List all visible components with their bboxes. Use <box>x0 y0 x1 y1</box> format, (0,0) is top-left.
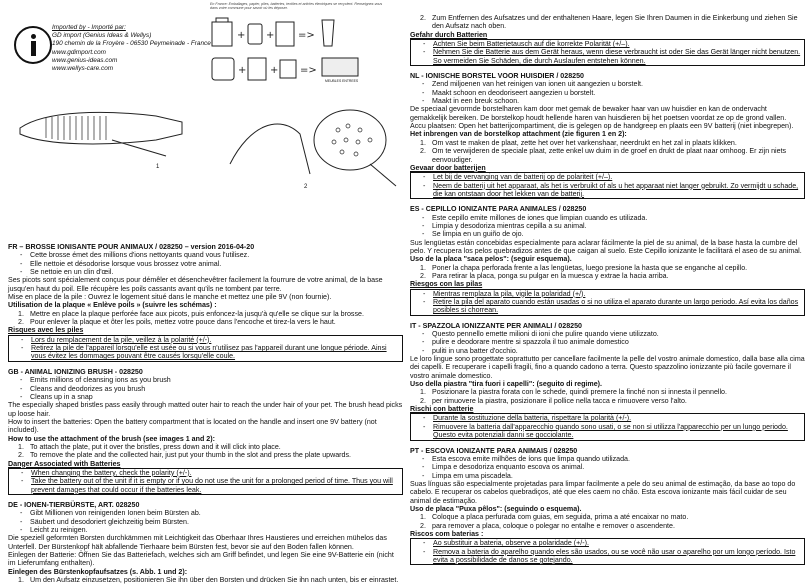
recycling-note: En France: Emballages, papier, piles, batteries, textiles et articles électriques se recyclent. Renseignez-vous dans votre commune pour savoir où les déposer. <box>210 2 383 11</box>
pt-steps <box>410 513 805 530</box>
pt-usage-title: Uso de placa "Puxa pêlos": (seguindo o esquema). <box>410 504 582 513</box>
left-column <box>8 0 403 584</box>
recycling-diagram-icon <box>210 10 400 90</box>
nl-risks <box>410 172 805 199</box>
list-item: - Cleans up in a snap <box>8 393 403 401</box>
svg-text:=>: => <box>298 30 315 42</box>
es-usage-title: Uso de la placa "saca pelos": (seguir esquema). <box>410 255 572 264</box>
es-paragraph-1: Sus lengüetas están concebidas especialmente para aclarar fácilmente la piel de su animal, de la base hasta la cumbre del pelo. Y recupera los pelos quebradizos antes de que caigan al suelo. Este Cepillo ionizante le facilitará el aseo de su animal. <box>410 238 802 255</box>
list-item: 1. To attach the plate, put it over the bristles, press down and it will click into place. <box>18 442 281 451</box>
nl-paragraph-1: De speciaal gevormde borstelharen kam door met gemak de bewaker haar van uw huisdier en kan de ondervacht gemakkelijk bereiken. De borstelkop houdt hellende haren van huisdieren bij het poetsen voordat ze op de grond vallen. <box>410 105 787 122</box>
pt-risk-title: Riscos com baterias : <box>410 529 484 538</box>
nl-steps <box>410 139 805 164</box>
list-item: - Take the battery out of the unit if it is empty or if you do not use the unit for a prolonged period of time. Thus you will prevent damages that could occur if the batteries leak. <box>9 477 402 494</box>
list-item: - Let bij de vervanging van de batterij op de polariteit (+/–). <box>411 173 804 181</box>
fr-title: FR – BROSSE IONISANTE POUR ANIMAUX / 028250 – version 2016-04-20 <box>8 243 255 251</box>
list-item: 1. Coloque a placa perfurada com guias, em seguida, prima a até encaixar no mato. <box>420 513 689 522</box>
fr-risks <box>8 335 403 362</box>
figure-2-label: 2 <box>304 184 308 190</box>
figure-1-label: 1 <box>156 164 160 170</box>
it-bullets <box>410 330 805 355</box>
de-usage-title: Einlegen des Bürstenkopfaufsatzes (s. Abb. 1 und 2): <box>8 567 188 576</box>
section-it <box>410 322 805 441</box>
brush-illustration-icon <box>16 104 186 166</box>
fr-paragraph-2: Mise en place de la pile : Ouvrez le logement situé dans le manche et mettez une pile 9V (non fournie). <box>8 293 332 302</box>
list-item: 2. Zum Entfernen des Aufsatzes und der enthaltenen Haare, legen Sie Ihren Daumen in die Einkerbung und ziehen Sie den Aufsatz nach oben. <box>420 14 798 31</box>
bin-label: MEUBLES ENTREES <box>325 79 359 83</box>
list-item: - Remova a bateria do aparelho quando eles são usados, ou se você não usar o aparelho por um longo período. Isto evita a possibilidade de danos se gotejando. <box>411 548 804 565</box>
gb-title: GB - ANIMAL IONIZING BRUSH - 028250 <box>8 367 143 376</box>
list-item: - When changing the battery, check the polarity (+/-). <box>9 469 402 477</box>
importer-company: GD import (Genius Ideas & Wellys) <box>52 32 152 40</box>
list-item: - Nehmen Sie die Batterie aus dem Gerät heraus, wenn diese verbraucht ist oder Sie das Gerät länger nicht benutzen. So vermeiden Sie Schäden, die durch Auslaufen entstehen können. <box>411 48 804 65</box>
list-item: - Rimuovere la batteria dall'apparecchio quando sono usati, o se non si utilizza l'apparecchio per un lungo periodo. Questo evita potenziali danni se gocciolante. <box>411 423 804 440</box>
de-title: DE - IONEN-TIERBÜRSTE, ART. 028250 <box>8 500 140 509</box>
recycling-illustration <box>210 2 400 97</box>
gb-paragraph-2: How to insert the batteries: Open the battery compartment that is located on the handle and insert one 9V battery (not included). <box>8 417 377 435</box>
de-steps-1 <box>8 576 403 584</box>
list-item: - Questo pennello emette milioni di ioni che pulire quando viene utilizzato. <box>410 330 805 338</box>
fr-usage-title: Utilisation de la plaque « Enlève poils » (suivre les schémas) : <box>8 301 217 310</box>
right-column <box>410 0 805 563</box>
it-risk-title: Rischi con batterie <box>410 405 474 414</box>
list-item: 1. Om vast te maken de plaat, zette het over het varkenshaar, neerdrukt en het zal in plaats klikken. <box>420 138 737 147</box>
list-item: - Mientras remplaza la pila, vigile la polaridad (+/). <box>411 290 804 298</box>
pt-paragraph-1: Suas línguas são especialmente projetadas para limpar facilmente a pele do seu animal de estimação, da base ao topo do cabelo. E recuperar os cabelos quebradiços, até que eles caem no chão. Esta escova ionizante mais fácil cuidar de seu animal de estimação. <box>410 479 796 505</box>
list-item: - Retire la pila del aparato cuando están usadas o si no utiliza el aparato durante un largo periodo. Así evita los daños posibles si chorrean. <box>411 298 804 315</box>
list-item: - Se limpia en un guiño de ojo. <box>410 230 805 238</box>
list-item: - Emits millions of cleansing ions as you brush <box>8 376 403 384</box>
pt-risks <box>410 538 805 565</box>
it-paragraph-1: Le loro lingue sono progettate soprattutto per cancellare facilmente la pelle del vostro animale domestico, dalla base alla cima dei capelli. E recuperare i capelli fragili, fino a quando cadono a terra. Questo spazzolino ionizzante più facile governare il vostro animale domestico. <box>410 355 805 380</box>
de-bullets <box>8 509 403 534</box>
importer-site-1: www.gdimport.com <box>52 48 106 56</box>
importer-address: 190 chemin de la Froyère - 06530 Peymeinade - France <box>52 40 211 48</box>
svg-text:+: + <box>238 65 247 77</box>
fr-steps <box>8 310 403 327</box>
list-item: - Gibt Millionen von reinigenden Ionen beim Bürsten ab. <box>8 509 403 517</box>
list-item: - Limpa e desodoriza enquanto escova os animal. <box>410 463 805 471</box>
nl-risk-title: Gevaar door batterijen <box>410 163 486 172</box>
pt-bullets <box>410 455 805 480</box>
fr-risk-title: Risques avec les piles <box>8 326 84 335</box>
list-item: - Lors du remplacement de la pile, veillez à la polarité (+/-). <box>9 336 402 344</box>
es-risks <box>410 289 805 316</box>
section-fr <box>8 243 403 584</box>
list-item: - puliti in una batter d'occhio. <box>410 347 805 355</box>
it-steps <box>410 388 805 405</box>
pt-title: PT - ESCOVA IONIZANTE PARA ANIMAIS / 028250 <box>410 446 578 455</box>
list-item: - Zend miljoenen van het reinigen van ionen uit aangezien u borstelt. <box>410 80 805 88</box>
importer-site-3: www.wellys-care.com <box>52 65 114 73</box>
svg-text:+: + <box>266 30 275 42</box>
list-item: - Retirez la pile de l'appareil lorsqu'elle est usée ou si vous n'utilisez pas l'appareil durant une longue période. Ainsi vous évitez les dommages pouvant être causés lorsqu'elle coule. <box>9 344 402 361</box>
list-item: - Ao substituir a bateria, observe a polaridade (+/-). <box>411 539 804 547</box>
fr-bullets <box>8 251 403 276</box>
list-item: - Limpa em uma piscadela. <box>410 472 805 480</box>
importer-site-2: www.genius-ideas.com <box>52 56 118 64</box>
list-item: - Cleans and deodorizes as you brush <box>8 385 403 393</box>
list-item: 2. para remover a placa, coloque o polegar no entalhe e remover o ascendente. <box>420 521 675 530</box>
it-risks <box>410 413 805 440</box>
list-item: - Säubert und desodoriert gleichzeitig beim Bürsten. <box>8 518 403 526</box>
de-steps-2 <box>410 14 805 31</box>
list-item: 2. Para retirar la placa, ponga su pulgar en la muesca y extrae la hacia arriba. <box>420 271 669 280</box>
list-item: - Maakt in een breuk schoon. <box>410 97 805 105</box>
list-item: - Leicht zu reinigen. <box>8 526 403 534</box>
list-item: - Maakt schoon en deodoriseert aangezien u borstelt. <box>410 89 805 97</box>
section-es <box>410 205 805 315</box>
list-item: 2. per rimuovere la piastra, posizionare il pollice nella tacca e rimuovere verso l'alto. <box>420 396 687 405</box>
svg-text:+: + <box>270 65 279 77</box>
list-item: - Este cepillo emite millones de iones que limpian cuando es utilizada. <box>410 214 805 222</box>
list-item: 1. Mettre en place la plaque perforée face aux picots, puis enfoncez-la jusqu'à qu'elle se clique sur la brosse. <box>18 309 364 318</box>
es-risk-title: Riesgos con las pilas <box>410 280 483 289</box>
importer-block <box>52 24 211 73</box>
fr-paragraph-1: Ses picots sont spécialement conçus pour démêler et désenchevêtrer facilement la fourrure de votre animal, de la base jusqu'en haut du poil. Elle récupère les poils cassants avant qu'ils ne tombent par terre. <box>8 276 383 293</box>
es-bullets <box>410 214 805 239</box>
section-de-continued <box>410 0 805 66</box>
list-item: - pulire e deodorare mentre si spazzola il tuo animale domestico <box>410 338 805 346</box>
list-item: - Se nettoie en un clin d'œil. <box>8 268 403 276</box>
gb-risks <box>8 468 403 495</box>
es-title: ES - CEPILLO IONIZANTE PARA ANIMALES / 028250 <box>410 205 587 214</box>
list-item: - Esta escova emite milhões de íons que limpa quando utilizada. <box>410 455 805 463</box>
hand-brush-illustration-icon <box>220 104 400 188</box>
list-item: - Cette brosse émet des millions d'ions nettoyants quand vous l'utilisez. <box>8 251 403 259</box>
list-item: 2. Om te verwijderen de speciale plaat, zette enkel uw duim in de groef en drukt de plaat naar omhoog. Er zijn niets eenvoudiger. <box>420 147 787 164</box>
gb-usage-title: How to use the attachment of the brush (see images 1 and 2): <box>8 434 215 443</box>
de-risks <box>410 39 805 66</box>
gb-paragraph-1: The especially shaped bristles pass easily through matted outer hair to reach the under hair of your pet. The brush head picks up loose hair. <box>8 401 403 418</box>
es-steps <box>410 264 805 281</box>
list-item: - Elle nettoie et désodorise lorsque vous brossez votre animal. <box>8 260 403 268</box>
it-title: IT - SPAZZOLA IONIZZANTE PER ANIMALI / 028250 <box>410 321 582 330</box>
de-paragraph-2: Einlegen der Batterie: Öffnen Sie das Batteriefach, welches sich am Griff befindet, und legen Sie eine 9V-Batterie ein (nicht im Lieferumfang enthalten). <box>8 551 394 568</box>
svg-text:=>: => <box>300 65 317 77</box>
gb-risk-title: Danger Associated with Batteries <box>8 459 121 468</box>
list-item: 2. Pour enlever la plaque et ôter les poils, mettez votre pouce dans l'encoche et tirez-la vers le haut. <box>18 318 336 327</box>
importer-title: Imported by - Importé par: <box>52 24 126 31</box>
info-icon <box>14 26 52 64</box>
nl-bullets <box>410 80 805 105</box>
list-item: - Durante la sostituzione della batteria, rispettare la polarità (+/-). <box>411 414 804 422</box>
nl-title: NL - IONISCHE BORSTEL VOOR HUISDIER / 028250 <box>410 72 584 81</box>
de-paragraph-1: Die speziell geformten Borsten durchkämmen mit Leichtigkeit das Oberhaar Ihres Haustieres und erreichen mühelos das Unterfell. Der Bürstenkopf hält abfallende Tierhaare beim Bürsten fest, bevor sie auf den Boden fallen können. <box>8 534 387 551</box>
section-nl <box>410 72 805 199</box>
nl-usage-title: Het inbrengen van de borstelkop attachment (zie figuren 1 en 2): <box>410 130 627 139</box>
list-item: - Neem de batterij uit het apparaat, als het is verbruikt of als u het apparaat niet langer gebruikt. Zo vermijdt u schade, die kan ontstaan door het lekken van de batterij. <box>411 182 804 199</box>
de-risk-title: Gefahr durch Batterien <box>410 30 488 39</box>
list-item: - Limpia y desodoriza mientras cepilla a su animal. <box>410 222 805 230</box>
svg-text:+: + <box>237 30 246 42</box>
list-item: 1. Posizionare la piastra forata con le schede, quindi premere la finché non si innesta il pennello. <box>420 388 727 397</box>
gb-bullets <box>8 376 403 401</box>
section-pt <box>410 447 805 566</box>
header-illustrations <box>8 0 403 190</box>
list-item: - Achten Sie beim Batterietausch auf die korrekte Polarität (+/–). <box>411 40 804 48</box>
it-usage-title: Uso della piastra "tira fuori i capelli": (seguito di regime). <box>410 380 602 389</box>
nl-paragraph-2: Accu plaatsen: Open het batterijcompartiment, die is gelegen op de handgreep en plaats een 9V batterij (niet inbegrepen). <box>410 122 794 131</box>
gb-steps <box>8 443 403 460</box>
list-item: 2. To remove the plate and the collected hair, just put your thumb in the slot and press the plate upwards. <box>18 451 351 460</box>
list-item: 1. Um den Aufsatz einzusetzen, positionieren Sie ihn über den Borsten und drücken Sie ihn nach unten, bis er einrastet. <box>18 576 399 584</box>
list-item: 1. Poner la chapa perforada frente a las lengüetas, luego presione la hasta que se enganche al cepillo. <box>420 263 748 272</box>
